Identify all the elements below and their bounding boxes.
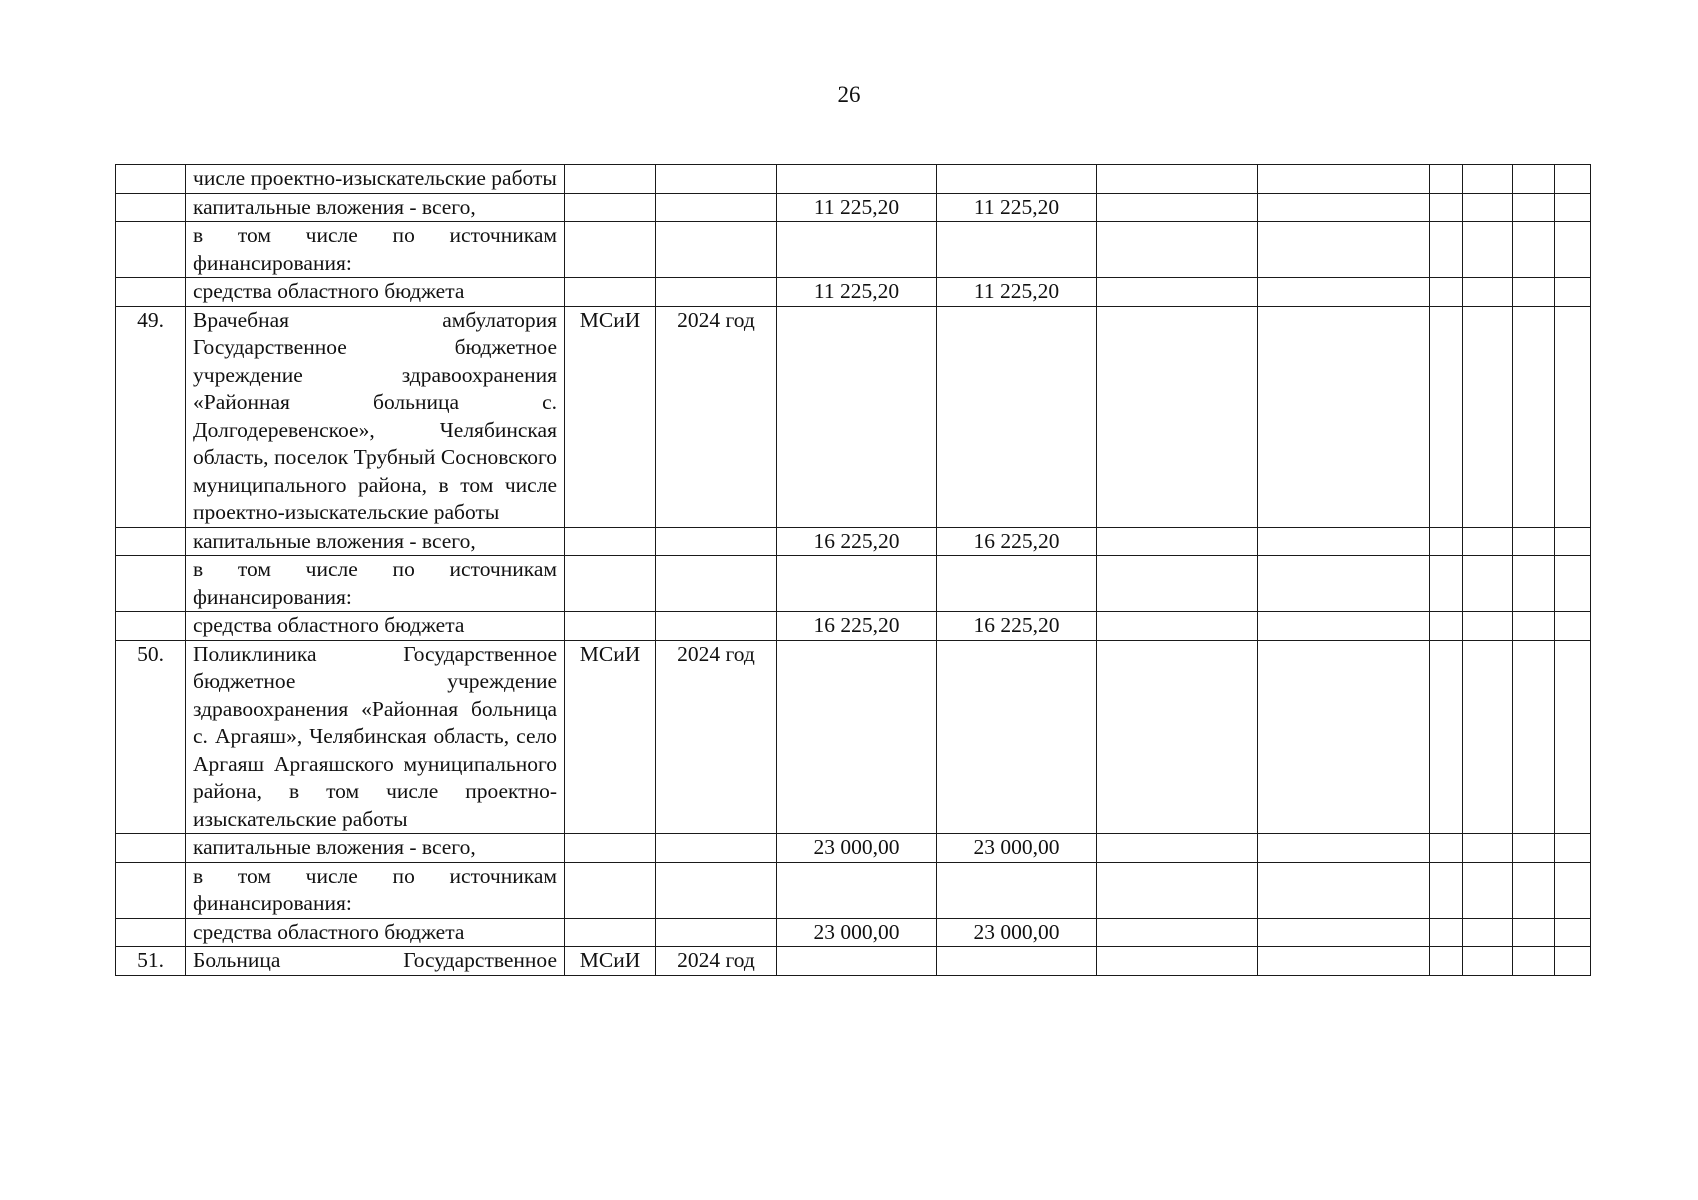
empty-cell [1097, 527, 1258, 556]
row-total [777, 222, 937, 278]
row-year [656, 612, 777, 641]
row-year [656, 862, 777, 918]
row-total: 16 225,20 [777, 527, 937, 556]
row-description: числе проектно-изыскательские работы [186, 165, 565, 194]
row-executor [565, 612, 656, 641]
row-amount-2024: 11 225,20 [937, 193, 1097, 222]
row-executor [565, 834, 656, 863]
empty-cell [1555, 165, 1591, 194]
row-total [777, 306, 937, 527]
row-year [656, 278, 777, 307]
table-row [116, 612, 1591, 641]
empty-cell [1430, 222, 1463, 278]
row-executor: МСиИ [565, 640, 656, 834]
empty-cell [1258, 165, 1430, 194]
empty-cell [1463, 278, 1513, 307]
empty-cell [1555, 640, 1591, 834]
row-year [656, 918, 777, 947]
row-executor [565, 222, 656, 278]
empty-cell [1258, 947, 1430, 976]
empty-cell [1513, 834, 1555, 863]
empty-cell [1555, 278, 1591, 307]
empty-cell [1463, 834, 1513, 863]
empty-cell [1430, 640, 1463, 834]
row-number: 50. [116, 640, 186, 834]
row-description: капитальные вложения - всего, [186, 193, 565, 222]
empty-cell [1430, 306, 1463, 527]
empty-cell [1513, 306, 1555, 527]
empty-cell [1097, 612, 1258, 641]
empty-cell [1555, 556, 1591, 612]
empty-cell [1463, 193, 1513, 222]
row-description: Врачебная амбулатория Государственное бюджетное учреждение здравоохранения «Районная больница с. Долгодеревенское», Челябинская область, поселок Трубный Сосновского муниципального района, в том числе проектно-изыскательские работы [186, 306, 565, 527]
empty-cell [1097, 556, 1258, 612]
row-number [116, 165, 186, 194]
row-description: средства областного бюджета [186, 918, 565, 947]
row-executor [565, 165, 656, 194]
row-number [116, 193, 186, 222]
row-amount-2024: 16 225,20 [937, 527, 1097, 556]
empty-cell [1463, 862, 1513, 918]
empty-cell [1258, 306, 1430, 527]
row-number [116, 222, 186, 278]
row-description: в том числе по источникам финансирования: [186, 862, 565, 918]
table-row [116, 556, 1591, 612]
empty-cell [1513, 947, 1555, 976]
row-number [116, 278, 186, 307]
empty-cell [1258, 862, 1430, 918]
row-total [777, 862, 937, 918]
empty-cell [1513, 862, 1555, 918]
empty-cell [1430, 918, 1463, 947]
empty-cell [1555, 527, 1591, 556]
row-total: 11 225,20 [777, 193, 937, 222]
empty-cell [1463, 556, 1513, 612]
table-row [116, 862, 1591, 918]
empty-cell [1097, 640, 1258, 834]
table-row [116, 165, 1591, 194]
empty-cell [1463, 222, 1513, 278]
empty-cell [1430, 556, 1463, 612]
row-amount-2024: 23 000,00 [937, 918, 1097, 947]
row-year: 2024 год [656, 306, 777, 527]
row-total: 16 225,20 [777, 612, 937, 641]
row-description: в том числе по источникам финансирования: [186, 556, 565, 612]
row-amount-2024: 23 000,00 [937, 834, 1097, 863]
row-number [116, 612, 186, 641]
empty-cell [1097, 862, 1258, 918]
table-row [116, 947, 1591, 976]
empty-cell [1097, 222, 1258, 278]
row-total [777, 947, 937, 976]
row-year [656, 165, 777, 194]
row-description: в том числе по источникам финансирования: [186, 222, 565, 278]
row-number [116, 834, 186, 863]
empty-cell [1258, 556, 1430, 612]
empty-cell [1258, 193, 1430, 222]
row-year: 2024 год [656, 947, 777, 976]
row-executor [565, 918, 656, 947]
table-row [116, 918, 1591, 947]
capital-investment-table [115, 164, 1591, 976]
empty-cell [1258, 834, 1430, 863]
row-executor: МСиИ [565, 947, 656, 976]
row-executor [565, 278, 656, 307]
empty-cell [1513, 612, 1555, 641]
row-amount-2024 [937, 640, 1097, 834]
empty-cell [1463, 947, 1513, 976]
empty-cell [1513, 278, 1555, 307]
row-amount-2024 [937, 222, 1097, 278]
empty-cell [1258, 640, 1430, 834]
empty-cell [1513, 165, 1555, 194]
empty-cell [1430, 862, 1463, 918]
row-executor [565, 193, 656, 222]
row-amount-2024 [937, 306, 1097, 527]
row-description: Поликлиника Государственное бюджетное учреждение здравоохранения «Районная больница с. Аргаяш», Челябинская область, село Аргаяш Аргаяшского муниципального района, в том числе проектно-изыскательские работы [186, 640, 565, 834]
empty-cell [1097, 834, 1258, 863]
row-number: 49. [116, 306, 186, 527]
empty-cell [1463, 527, 1513, 556]
empty-cell [1258, 527, 1430, 556]
empty-cell [1555, 834, 1591, 863]
row-executor: МСиИ [565, 306, 656, 527]
empty-cell [1258, 918, 1430, 947]
empty-cell [1463, 640, 1513, 834]
empty-cell [1513, 193, 1555, 222]
empty-cell [1430, 193, 1463, 222]
row-total: 23 000,00 [777, 918, 937, 947]
empty-cell [1430, 527, 1463, 556]
page-number: 26 [837, 82, 861, 107]
table-row [116, 306, 1591, 527]
empty-cell [1463, 612, 1513, 641]
empty-cell [1555, 862, 1591, 918]
row-description: капитальные вложения - всего, [186, 527, 565, 556]
empty-cell [1513, 918, 1555, 947]
empty-cell [1555, 947, 1591, 976]
empty-cell [1258, 278, 1430, 307]
empty-cell [1555, 193, 1591, 222]
row-number [116, 556, 186, 612]
row-year [656, 527, 777, 556]
empty-cell [1555, 222, 1591, 278]
row-year [656, 193, 777, 222]
row-amount-2024 [937, 862, 1097, 918]
empty-cell [1430, 278, 1463, 307]
empty-cell [1430, 834, 1463, 863]
empty-cell [1430, 947, 1463, 976]
row-total [777, 556, 937, 612]
empty-cell [1430, 612, 1463, 641]
table-row [116, 527, 1591, 556]
row-amount-2024 [937, 556, 1097, 612]
empty-cell [1097, 306, 1258, 527]
empty-cell [1097, 918, 1258, 947]
empty-cell [1258, 222, 1430, 278]
row-total [777, 640, 937, 834]
row-amount-2024 [937, 947, 1097, 976]
table-row [116, 640, 1591, 834]
empty-cell [1097, 947, 1258, 976]
row-amount-2024 [937, 165, 1097, 194]
empty-cell [1463, 918, 1513, 947]
empty-cell [1513, 222, 1555, 278]
empty-cell [1097, 193, 1258, 222]
row-total: 23 000,00 [777, 834, 937, 863]
empty-cell [1097, 278, 1258, 307]
row-year: 2024 год [656, 640, 777, 834]
row-number [116, 527, 186, 556]
empty-cell [1513, 556, 1555, 612]
row-executor [565, 527, 656, 556]
row-number [116, 918, 186, 947]
row-total: 11 225,20 [777, 278, 937, 307]
row-year [656, 834, 777, 863]
empty-cell [1555, 306, 1591, 527]
row-year [656, 556, 777, 612]
row-amount-2024: 11 225,20 [937, 278, 1097, 307]
row-number: 51. [116, 947, 186, 976]
empty-cell [1513, 527, 1555, 556]
empty-cell [1555, 918, 1591, 947]
table-row [116, 222, 1591, 278]
row-description: Больница Государственное [186, 947, 565, 976]
row-amount-2024: 16 225,20 [937, 612, 1097, 641]
row-year [656, 222, 777, 278]
table-row [116, 834, 1591, 863]
row-number [116, 862, 186, 918]
empty-cell [1258, 612, 1430, 641]
row-description: средства областного бюджета [186, 612, 565, 641]
empty-cell [1513, 640, 1555, 834]
empty-cell [1097, 165, 1258, 194]
empty-cell [1555, 612, 1591, 641]
row-description: капитальные вложения - всего, [186, 834, 565, 863]
empty-cell [1463, 165, 1513, 194]
table-row [116, 193, 1591, 222]
row-description: средства областного бюджета [186, 278, 565, 307]
empty-cell [1463, 306, 1513, 527]
row-total [777, 165, 937, 194]
table-row [116, 278, 1591, 307]
empty-cell [1430, 165, 1463, 194]
row-executor [565, 862, 656, 918]
row-executor [565, 556, 656, 612]
